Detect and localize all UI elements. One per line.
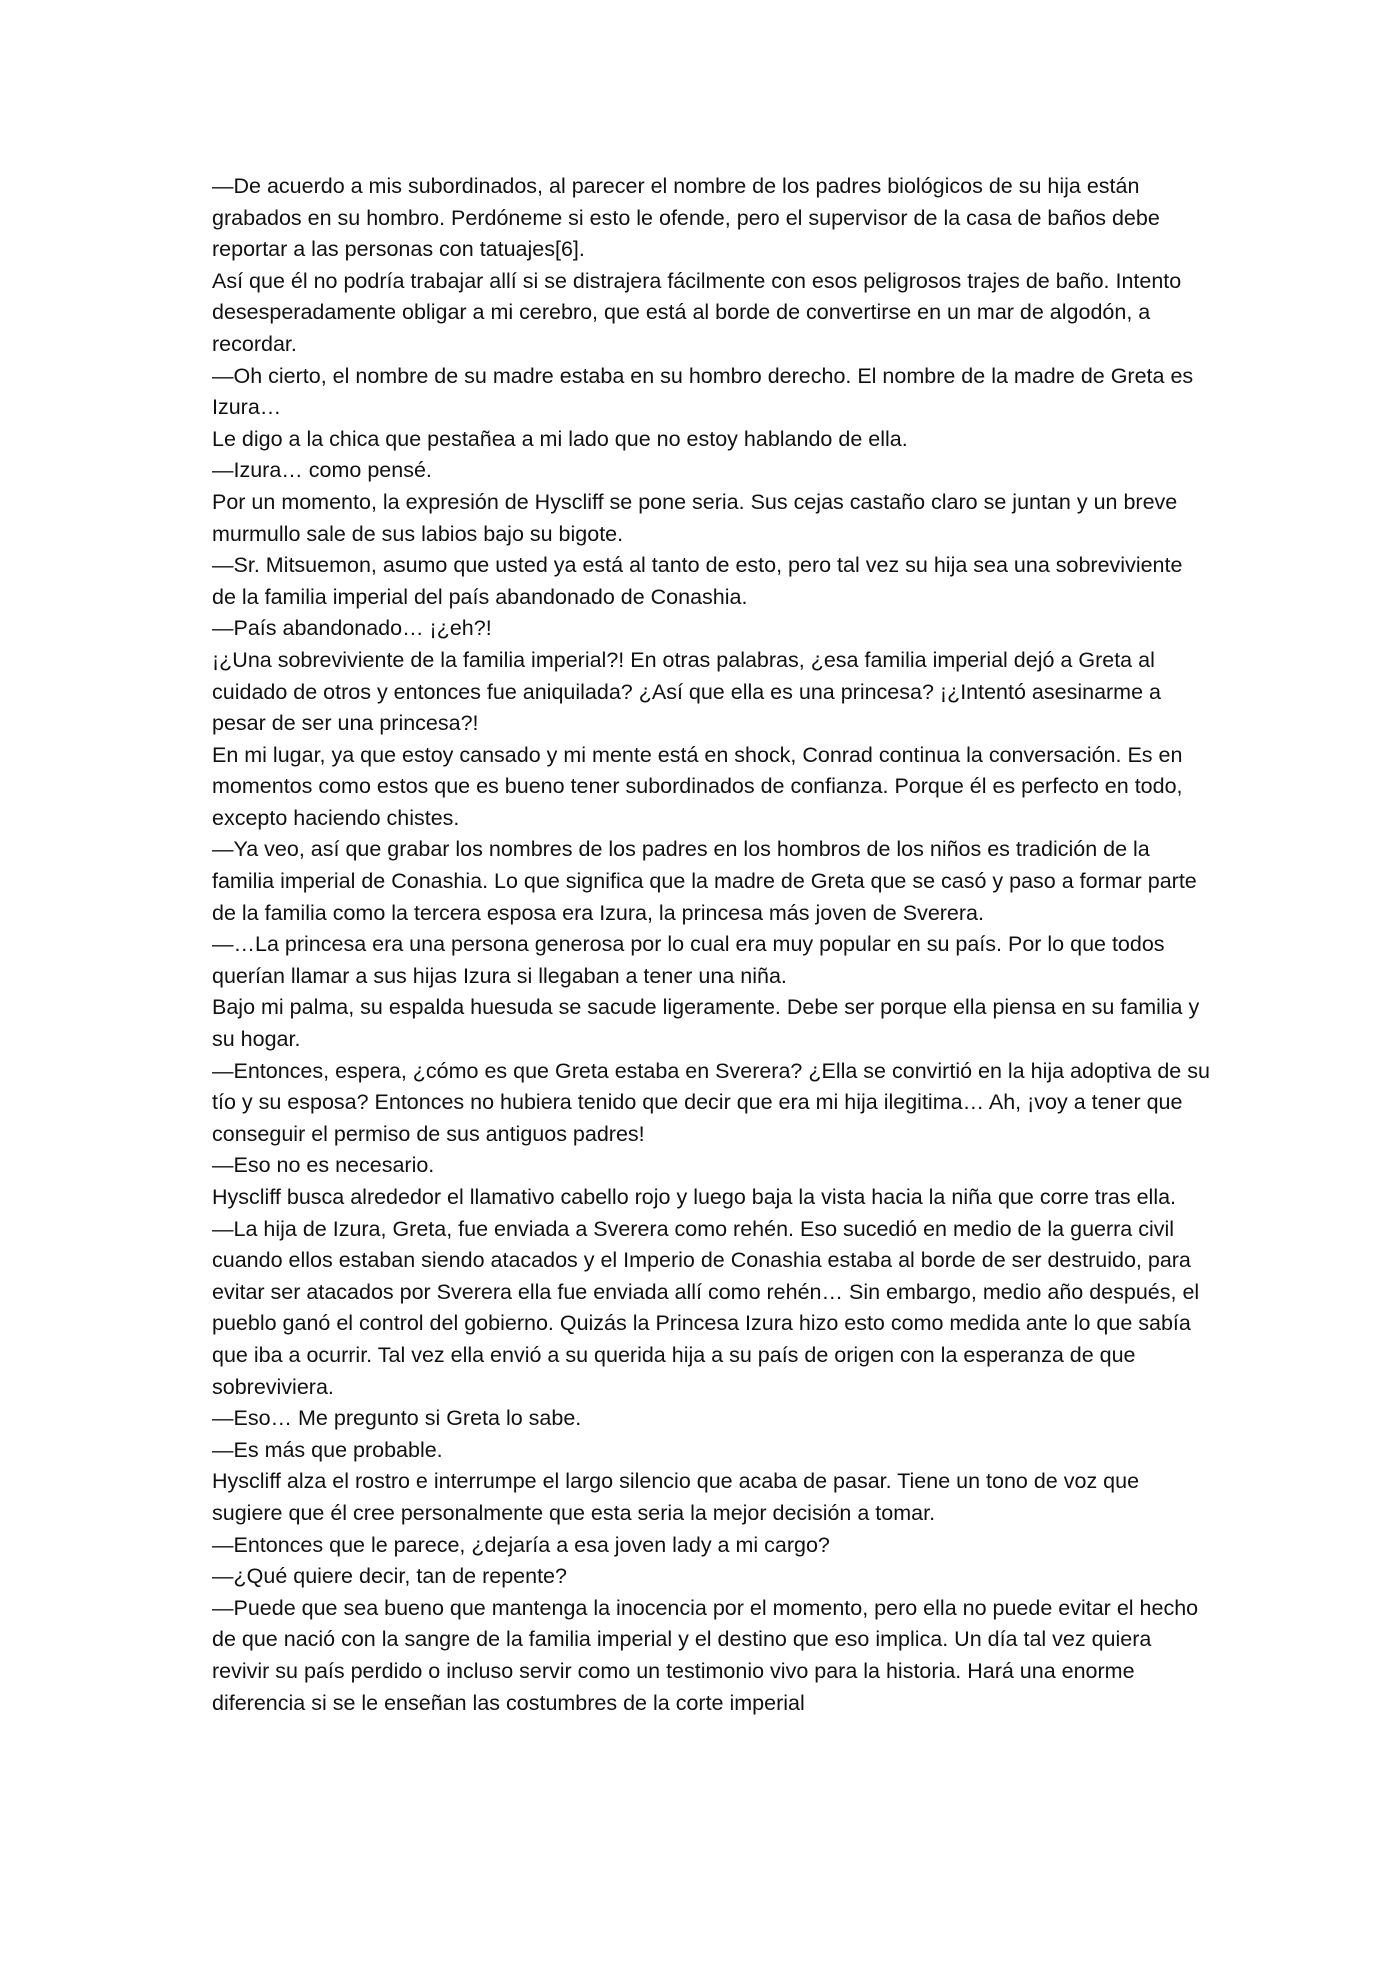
paragraph: —¿Qué quiere decir, tan de repente?	[212, 1564, 567, 1589]
paragraph: —Eso… Me pregunto si Greta lo sabe.	[212, 1406, 582, 1431]
paragraph: Hyscliff busca alrededor el llamativo cabello rojo y luego baja la vista hacia la niña que corre tras ella.	[212, 1185, 1177, 1209]
paragraph: —…La princesa era una persona generosa por lo cual era muy popular en su país. Por lo que todos querían llamar a sus hijas Izura si llegaban a tener una niña.	[212, 932, 1165, 988]
paragraph: Hyscliff alza el rostro e interrumpe el largo silencio que acaba de pasar. Tiene un tono de voz que sugiere que él cree personalmente que esta seria la mejor decisión a tomar.	[212, 1469, 1140, 1525]
paragraph: —Ya veo, así que grabar los nombres de los padres en los hombros de los niños es tradición de la familia imperial de Conashia. Lo que significa que la madre de Greta que se casó y paso a formar parte de la familia como la tercera esposa era Izura, la princesa más joven de Sverera.	[212, 837, 1197, 925]
paragraph: Así que él no podría trabajar allí si se distrajera fácilmente con esos peligrosos trajes de baño. Intento desesperadamente obligar a mi cerebro, que está al borde de convertirse en un mar de algodón, a recordar.	[212, 268, 1182, 356]
paragraph: —La hija de Izura, Greta, fue enviada a Sverera como rehén. Eso sucedió en medio de la guerra civil cuando ellos estaban siendo atacados y el Imperio de Conashia estaba al borde de ser destruido, para evitar ser atacados por Sverera ella fue enviada allí como rehén… Sin embargo, medio año después, el pueblo ganó el control del gobierno. Quizás la Princesa Izura hizo esto como medida ante lo que sabía que iba a ocurrir. Tal vez ella envió a su querida hija a su país de origen con la esperanza de que sobreviviera.	[212, 1216, 1200, 1399]
paragraph: —Oh cierto, el nombre de su madre estaba en su hombro derecho. El nombre de la madre de Greta es Izura…	[212, 363, 1194, 420]
paragraph: —Puede que sea bueno que mantenga la inocencia por el momento, pero ella no puede evitar el hecho de que nació con la sangre de la familia imperial y el destino que eso implica. Un día tal vez quiera revivir su país perdido o incluso servir como un testimonio vivo para la historia. Hará una enorme diferencia si se le enseñan las costumbres de la corte imperial	[212, 1595, 1199, 1715]
paragraph: —Entonces que le parece, ¿dejaría a esa joven lady a mi cargo?	[212, 1532, 830, 1557]
paragraph: —Es más que probable.	[212, 1437, 443, 1462]
paragraph: —Eso no es necesario.	[212, 1153, 435, 1178]
paragraph: —País abandonado… ¡¿eh?!	[212, 616, 492, 641]
document-page	[212, 171, 1212, 1719]
paragraph: En mi lugar, ya que estoy cansado y mi mente está en shock, Conrad continua la conversación. Es en momentos como estos que es bueno tener subordinados de confianza. Porque él es perfecto en todo, excepto haciendo chistes.	[212, 742, 1183, 830]
paragraph: Bajo mi palma, su espalda huesuda se sacude ligeramente. Debe ser porque ella piensa en su familia y su hogar.	[212, 995, 1200, 1052]
paragraph: —De acuerdo a mis subordinados, al parecer el nombre de los padres biológicos de su hija están grabados en su hombro. Perdóneme si esto le ofende, pero el supervisor de la casa de baños debe reportar a las personas con tatuajes[6].	[212, 174, 1160, 262]
paragraph: —Entonces, espera, ¿cómo es que Greta estaba en Sverera? ¿Ella se convirtió en la hija adoptiva de su tío y su esposa? Entonces no hubiera tenido que decir que era mi hija ilegitima… Ah, ¡voy a tener que conseguir el permiso de sus antiguos padres!	[212, 1058, 1210, 1146]
paragraph: —Izura… como pensé.	[212, 458, 432, 483]
paragraph: —Sr. Mitsuemon, asumo que usted ya está al tanto de esto, pero tal vez su hija sea una sobreviviente de la familia imperial del país abandonado de Conashia.	[212, 553, 1183, 609]
paragraph: Por un momento, la expresión de Hyscliff se pone seria. Sus cejas castaño claro se juntan y un breve murmullo sale de sus labios bajo su bigote.	[212, 489, 1178, 546]
paragraph: Le digo a la chica que pestañea a mi lado que no estoy hablando de ella.	[212, 426, 908, 451]
paragraph: ¡¿Una sobreviviente de la familia imperial?! En otras palabras, ¿esa familia imperial dejó a Greta al cuidado de otros y entonces fue aniquilada? ¿Así que ella es una princesa? ¡¿Intentó asesinarme a pesar de ser una princesa?!	[212, 647, 1161, 736]
